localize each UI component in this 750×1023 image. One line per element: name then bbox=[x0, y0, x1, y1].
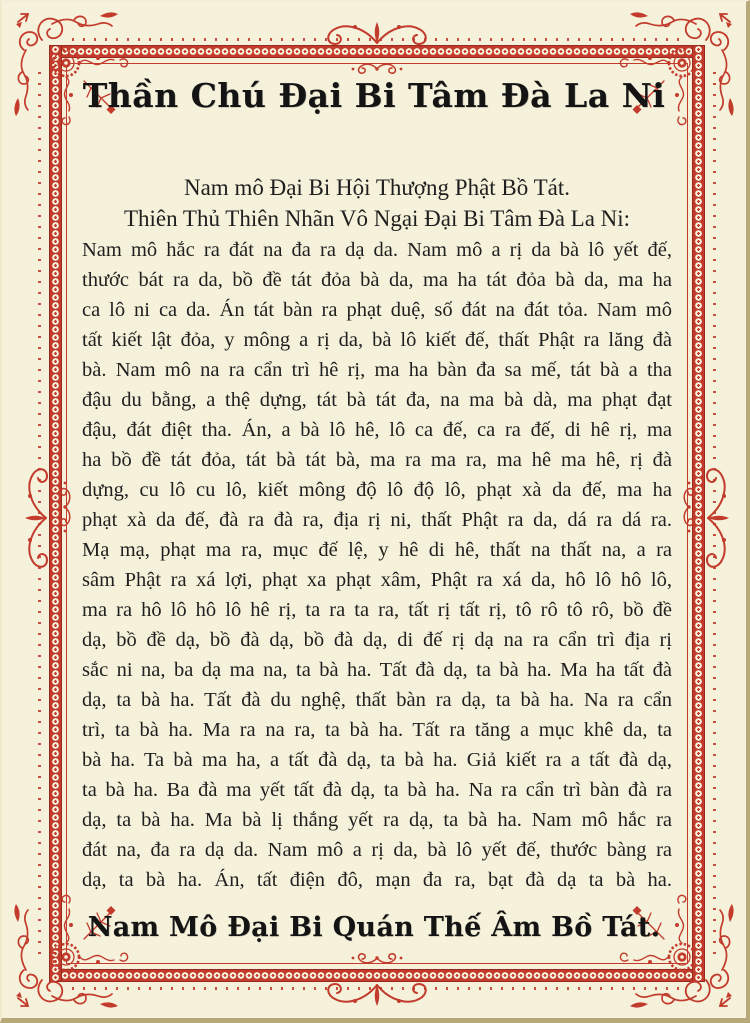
inner-scroll-icon bbox=[58, 477, 74, 537]
mantra-line: trì, ta bà ha. Ma ra na ra, ta bà ha. Tất ra tăng a mục khê da, ta bbox=[82, 719, 672, 741]
edge-scroll-icon bbox=[702, 458, 736, 578]
edge-scroll-icon bbox=[18, 458, 52, 578]
invocation-line: Thiên Thủ Thiên Nhãn Vô Ngại Đại Bi Tâm Đà La Ni: bbox=[123, 206, 631, 231]
mantra-line: bà ha. Ta bà ma ha, a tất đà dạ, ta bà ha. Giả kiết ra a tất đà dạ, bbox=[82, 749, 672, 771]
inner-scroll-icon bbox=[347, 60, 407, 76]
mantra-text bbox=[82, 235, 672, 895]
mantra-line: ha bồ đề tát đỏa, tát bà tát bà, ma ra ma ra, ma hê ma hê, rị đà bbox=[82, 449, 672, 471]
mantra-line: đậu du bằng, a thệ dựng, tát bà tát đa, na ma bà dà, ma phạt đạt bbox=[82, 389, 672, 411]
mantra-line: ta bà ha. Ba đà ma yết tất đà dạ, ta bà ha. Na ra cẩn trì bàn đà ra bbox=[82, 779, 672, 801]
mantra-line: phạt xà da đế, đà ra đà ra, địa rị ni, thất Phật ra da, dá ra dá ra. bbox=[82, 509, 672, 531]
mantra-line: ca lô ni ca da. Án tát bàn ra phạt duệ, số đát na đát tỏa. Nam mô bbox=[82, 299, 672, 321]
mantra-line: dạ, ta bà ha. Tất đà du nghệ, thất bàn ra dạ, ta bà ha. Na ra cẩn bbox=[82, 689, 672, 711]
mantra-line: dạ, bồ đề dạ, bồ đà dạ, bồ đà dạ, di đế rị dạ na ra cẩn trì địa rị bbox=[82, 629, 672, 651]
mantra-line: Mạ mạ, phạt ma ra, mục đế lệ, y hê di hê, thất na thất na, a ra bbox=[82, 539, 672, 561]
edge-scroll-icon bbox=[317, 979, 437, 1013]
mantra-line: sắc ni na, ba dạ ma na, ta bà ha. Tất đà dạ, ta bà ha. Ma ha tất đà bbox=[82, 659, 672, 681]
mantra-line: dạ, ta bà ha. Ma bà lị thắng yết ra dạ, ta bà ha. Nam mô hắc ra bbox=[82, 809, 672, 831]
footer-invocation: Nam Mô Đại Bi Quán Thế Âm Bồ Tát. bbox=[87, 912, 661, 943]
mantra-line: thước bát ra da, bồ đề tát đỏa bà da, ma ha tát đỏa bà da, ma ha bbox=[82, 269, 672, 291]
mantra-line: Nam mô hắc ra đát na đa ra dạ da. Nam mô a rị da bà lô yết đế, bbox=[82, 239, 672, 261]
inner-scroll-icon bbox=[347, 951, 407, 967]
mantra-line: dựng, cu lô cu lô, kiết mông độ lô độ lô, phạt xà da đế, ma ha bbox=[82, 479, 672, 501]
mantra-line: sâm Phật ra xá lợi, phạt xa phạt xâm, Phật ra xá da, hô lô hô lô, bbox=[82, 569, 672, 591]
corner-flourish-icon bbox=[8, 874, 148, 1014]
mantra-line: tất kiết lật đỏa, y mông a rị da, bà lô kiết đế, thất Phật ra lăng đà bbox=[82, 329, 672, 351]
mantra-line: đát na, đa ra dạ da. Nam mô a rị da, bà lô yết đế, thước bàng ra bbox=[82, 839, 672, 861]
edge-scroll-icon bbox=[317, 15, 437, 49]
invocation-line: Nam mô Đại Bi Hội Thượng Phật Bồ Tát. bbox=[183, 175, 570, 200]
invocation-intro bbox=[82, 172, 672, 234]
inner-scroll-icon bbox=[680, 477, 696, 537]
mantra-line: đậu, đát điệt tha. Án, a bà lô hê, lô ca đế, ca ra đế, di hê rị, ma bbox=[82, 419, 672, 441]
page-title: Thần Chú Đại Bi Tâm Đà La Ni bbox=[82, 76, 666, 115]
mantra-line: bà. Nam mô na ra cẩn trì hê rị, ma ha bàn đa sa mế, tát bà a tha bbox=[82, 359, 672, 381]
mantra-line: dạ, ta bà ha. Án, tất điện đô, mạn đa ra, bạt đà dạ ta bà ha. bbox=[82, 869, 672, 891]
mantra-line: ma ra hô lô hô lô hê rị, ta ra ta ra, tất rị tất rị, tô rô tô rô, bồ đề bbox=[82, 599, 672, 621]
corner-flourish-icon bbox=[600, 874, 740, 1014]
